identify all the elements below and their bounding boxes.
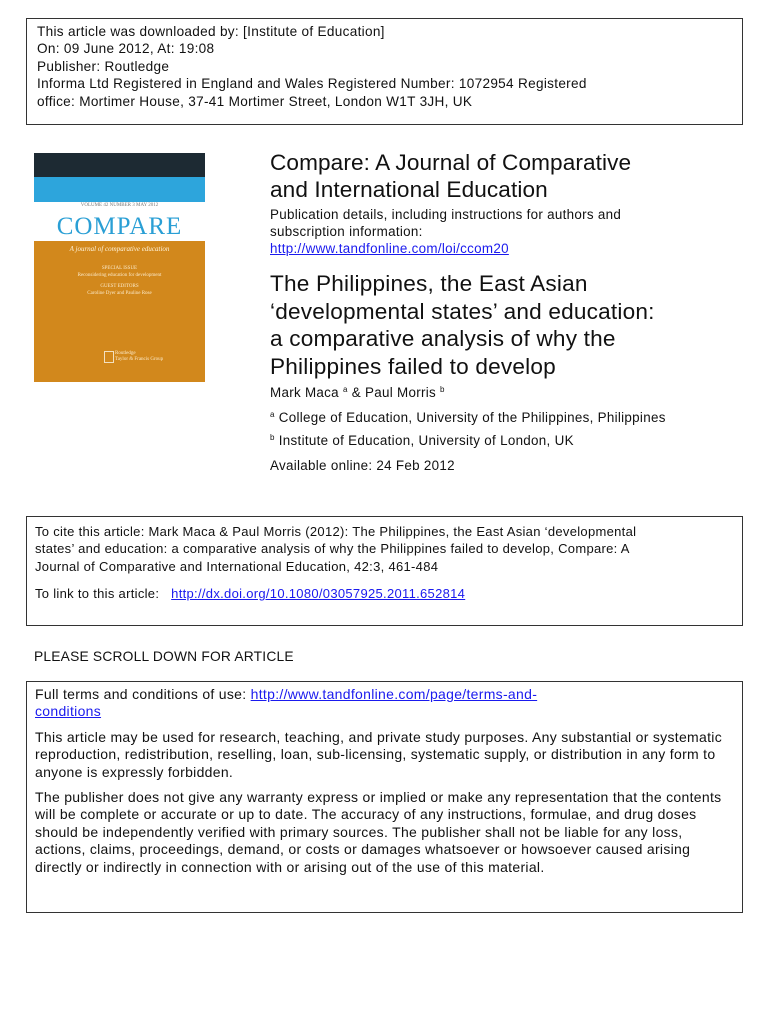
- journal-cover-image: [34, 153, 205, 382]
- citation-line-2: states’ and education: a comparative analysis of why the Philippines failed to develop, Compare: A: [35, 541, 630, 557]
- journal-title-line-1: Compare: A Journal of Comparative: [270, 150, 632, 175]
- journal-title-line-2: and International Education: [270, 177, 548, 202]
- cover-title: COMPARE: [34, 213, 205, 241]
- affiliation-b-marker: b: [270, 433, 275, 442]
- routledge-logo-icon: [104, 351, 114, 363]
- affiliation-b-text: Institute of Education, University of London, UK: [278, 433, 574, 448]
- article-title-line-4: Philippines failed to develop: [270, 353, 556, 379]
- download-line-2: On: 09 June 2012, At: 19:08: [37, 41, 215, 57]
- pub-details-line-1: Publication details, including instructions for authors and: [270, 207, 622, 222]
- author-2-affiliation-marker: b: [440, 385, 445, 394]
- affiliation-a-text: College of Education, University of the Philippines, Philippines: [278, 410, 666, 425]
- cover-special-label: SPECIAL ISSUE: [101, 266, 138, 271]
- article-title-line-1: The Philippines, the East Asian: [270, 271, 588, 296]
- cover-special-title: Reconsidering education for development: [77, 273, 162, 278]
- download-line-1: This article was downloaded by: [Institute of Education]: [37, 24, 385, 39]
- author-separator: &: [347, 385, 365, 400]
- cover-publisher-sub: Taylor & Francis Group: [115, 357, 164, 362]
- journal-title: [270, 149, 631, 203]
- cover-guest-editors-label: GUEST EDITORS: [100, 284, 139, 289]
- authors: [270, 381, 445, 401]
- author-2: Paul Morris: [364, 385, 436, 400]
- citation-line-3: Journal of Comparative and International Education, 42:3, 461-484: [35, 558, 439, 574]
- article-link-row: [35, 585, 734, 602]
- terms-box: [26, 681, 743, 913]
- affiliation-b: [270, 429, 574, 449]
- citation-box: [26, 516, 743, 626]
- terms-url-link-cont[interactable]: conditions: [35, 703, 102, 720]
- doi-link[interactable]: http://dx.doi.org/10.1080/03057925.2011.652814: [171, 586, 466, 602]
- terms-paragraph-1: This article may be used for research, teaching, and private study purposes. Any substantial or systematic reproduction, redistribution, reselling, loan, sub-licensing, systematic supply, or distribution in any form to anyone is expressly forbidden.: [35, 728, 723, 780]
- download-line-3: Publisher: Routledge: [37, 58, 170, 74]
- cover-subtitle: A journal of comparative education: [69, 245, 170, 253]
- download-info-box: [26, 18, 743, 125]
- article-link-label: To link to this article:: [35, 586, 160, 602]
- journal-url-link[interactable]: http://www.tandfonline.com/loi/ccom20: [270, 241, 509, 256]
- article-title-line-2: ‘developmental states’ and education:: [270, 298, 655, 324]
- pub-details-line-2: subscription information:: [270, 224, 423, 239]
- cover-publisher: [115, 351, 163, 363]
- terms-url-link[interactable]: http://www.tandfonline.com/page/terms-and-: [250, 686, 538, 702]
- cover-blue-band: [34, 177, 205, 202]
- scroll-notice: PLEASE SCROLL DOWN FOR ARTICLE: [34, 649, 294, 664]
- cover-editors-names: Caroline Dyer and Pauline Rose: [87, 291, 152, 296]
- download-line-5: office: Mortimer House, 37-41 Mortimer Street, London W1T 3JH, UK: [37, 93, 473, 109]
- article-title-line-3: a comparative analysis of why the: [270, 326, 616, 351]
- cover-volume-line: VOLUME 42 NUMBER 3 MAY 2012: [80, 203, 159, 208]
- available-online-date: Available online: 24 Feb 2012: [270, 458, 455, 473]
- cover-special-issue: [34, 265, 205, 297]
- publication-details: [270, 206, 621, 257]
- download-line-4: Informa Ltd Registered in England and Wales Registered Number: 1072954 Registered: [37, 76, 587, 92]
- author-1: Mark Maca: [270, 385, 339, 400]
- terms-label: Full terms and conditions of use:: [35, 686, 251, 702]
- terms-heading: [35, 686, 734, 721]
- cover-publisher-name: Routledge: [115, 351, 136, 356]
- article-title: [270, 270, 655, 380]
- affiliation-a-marker: a: [270, 410, 275, 419]
- affiliation-a: [270, 406, 666, 426]
- cover-dark-band: [34, 153, 205, 177]
- citation-line-1: To cite this article: Mark Maca & Paul Morris (2012): The Philippines, the East Asian ‘developmental: [35, 524, 637, 539]
- terms-paragraph-2: The publisher does not give any warranty express or implied or make any representation that the contents will be complete or accurate or up to date. The accuracy of any instructions, formulae, and drug doses should be independently verified with primary sources. The publisher shall not be liable for any loss, actions, claims, proceedings, demand, or costs or damages whatsoever or howsoever caused arising directly or indirectly in connection with or arising out of the use of this material.: [35, 789, 722, 875]
- author-1-affiliation-marker: a: [342, 385, 348, 394]
